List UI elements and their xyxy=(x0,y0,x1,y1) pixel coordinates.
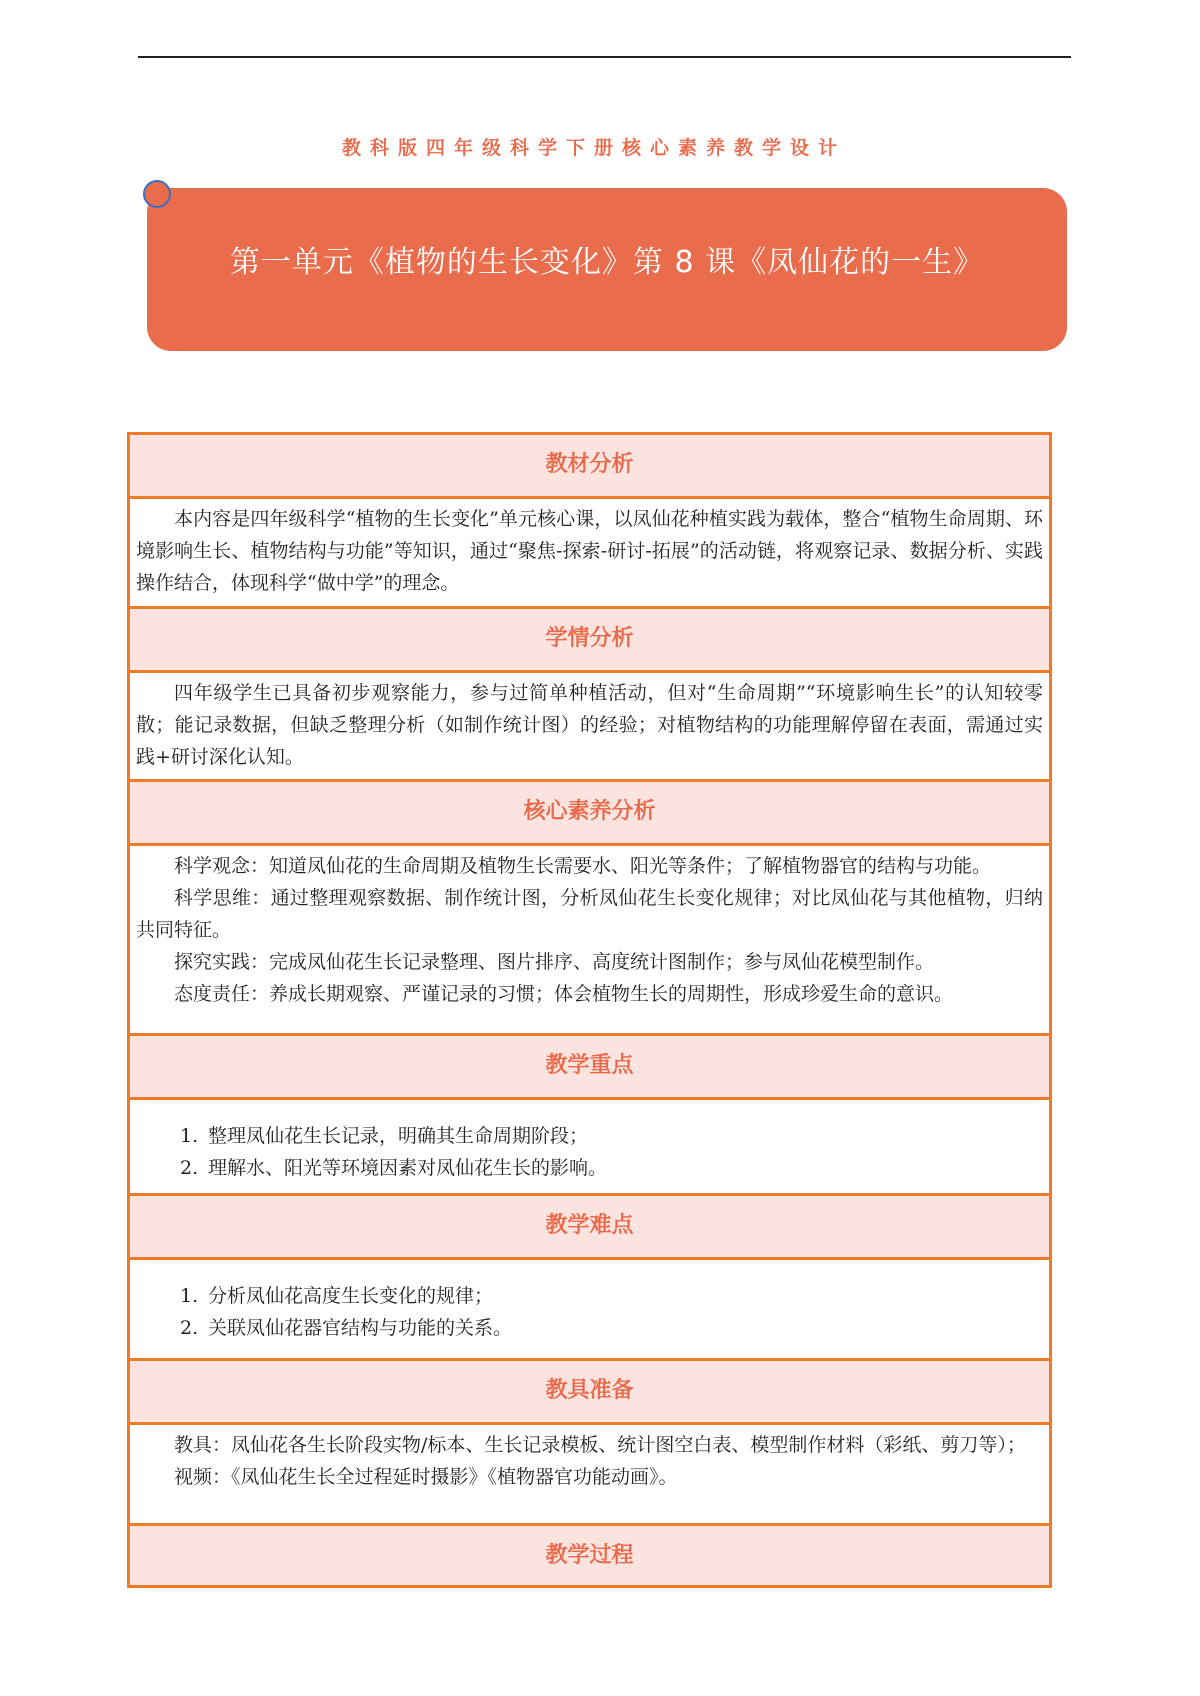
section-header-row xyxy=(129,1359,1051,1423)
paragraph: 四年级学生已具备初步观察能力，参与过简单种植活动，但对“生命周期”“环境影响生长”的认知较零散；能记录数据，但缺乏整理分析（如制作统计图）的经验；对植物结构的功能理解停留在表面，需通过实践+研讨深化认知。 xyxy=(136,681,1043,768)
section-heading-key-points: 教学重点 xyxy=(129,1034,1051,1098)
section-heading-textbook: 教材分析 xyxy=(129,434,1051,498)
section-heading-difficulties: 教学难点 xyxy=(129,1194,1051,1258)
lesson-title: 第一单元《植物的生长变化》第 8 课《凤仙花的一生》 xyxy=(229,245,985,280)
paragraph-videos: 视频：《凤仙花生长全过程延时摄影》《植物器官功能动画》。 xyxy=(174,1465,678,1488)
section-body-row xyxy=(129,497,1051,607)
section-body-row xyxy=(129,1423,1051,1524)
section-body-key-points xyxy=(129,1098,1051,1194)
lesson-title-banner xyxy=(147,188,1067,351)
list-item: 1. 整理凤仙花生长记录，明确其生命周期阶段； xyxy=(180,1124,589,1147)
section-body-literacy xyxy=(129,845,1051,1035)
section-heading-students: 学情分析 xyxy=(129,607,1051,671)
paragraph-inquiry-practice: 探究实践：完成凤仙花生长记录整理、图片排序、高度统计图制作；参与凤仙花模型制作。 xyxy=(174,951,935,974)
section-body-students xyxy=(129,671,1051,781)
series-title: 教科版四年级科学下册核心素养教学设计 xyxy=(341,137,846,159)
section-heading-literacy: 核心素养分析 xyxy=(129,781,1051,845)
paragraph-science-concept: 科学观念：知道凤仙花的生命周期及植物生长需要水、阳光等条件；了解植物器官的结构与功能。 xyxy=(174,855,992,878)
section-header-row xyxy=(129,1525,1051,1587)
section-body-row xyxy=(129,845,1051,1035)
section-body-materials xyxy=(129,1423,1051,1524)
list-item: 2. 理解水、阳光等环境因素对凤仙花生长的影响。 xyxy=(180,1156,608,1179)
section-header-row xyxy=(129,607,1051,671)
list-item: 2. 关联凤仙花器官结构与功能的关系。 xyxy=(180,1316,513,1339)
section-header-row xyxy=(129,434,1051,498)
paragraph-attitude-responsibility: 态度责任：养成长期观察、严谨记录的习惯；体会植物生长的周期性，形成珍爱生命的意识。 xyxy=(174,983,954,1006)
paragraph-tools: 教具：凤仙花各生长阶段实物/标本、生长记录模板、统计图空白表、模型制作材料（彩纸、剪刀等）； xyxy=(174,1433,1026,1456)
section-header-row xyxy=(129,1034,1051,1098)
section-body-difficulties xyxy=(129,1258,1051,1359)
lesson-design-table xyxy=(127,432,1052,1588)
list-item: 1. 分析凤仙花高度生长变化的规律； xyxy=(180,1284,494,1307)
section-heading-process: 教学过程 xyxy=(129,1525,1051,1587)
paragraph: 本内容是四年级科学“植物的生长变化”单元核心课，以凤仙花种植实践为载体，整合“植物生命周期、环境影响生长、植物结构与功能”等知识，通过“聚焦-探索-研讨-拓展”的活动链，将观察记录、数据分析、实践操作结合，体现科学“做中学”的理念。 xyxy=(136,507,1043,594)
paragraph-science-thinking: 科学思维：通过整理观察数据、制作统计图，分析凤仙花生长变化规律；对比凤仙花与其他植物，归纳共同特征。 xyxy=(136,887,1043,942)
section-heading-materials: 教具准备 xyxy=(129,1359,1051,1423)
top-rule xyxy=(138,56,1071,58)
section-header-row xyxy=(129,1194,1051,1258)
section-body-row xyxy=(129,671,1051,781)
section-header-row xyxy=(129,781,1051,845)
section-body-row xyxy=(129,1258,1051,1359)
section-body-textbook xyxy=(129,497,1051,607)
banner-dot-decoration xyxy=(143,180,171,208)
section-body-row xyxy=(129,1098,1051,1194)
